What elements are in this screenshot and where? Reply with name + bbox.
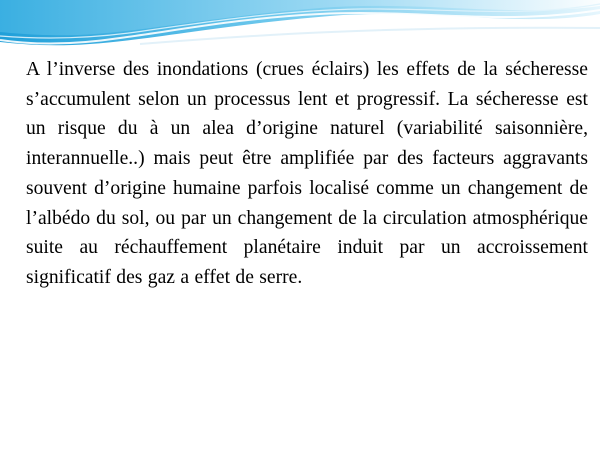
slide-body-text: A l’inverse des inondations (crues éclairs) les effets de la sécheresse s’accumulent selon un processus lent et progressif. La sécheresse est un risque du à un alea d’origine naturel (variabilité saisonnière, interannuelle..) mais peut être amplifiée par des facteurs aggravants souvent d’origine humaine parfois localisé comme un changement de l’albédo du sol, ou par un changement de la circulation atmosphérique suite au réchauffement planétaire induit par un accroissement significatif des gaz a effet de serre.: [26, 59, 588, 288]
wave-header-decoration: [0, 0, 600, 62]
wave-underline: [140, 28, 600, 44]
